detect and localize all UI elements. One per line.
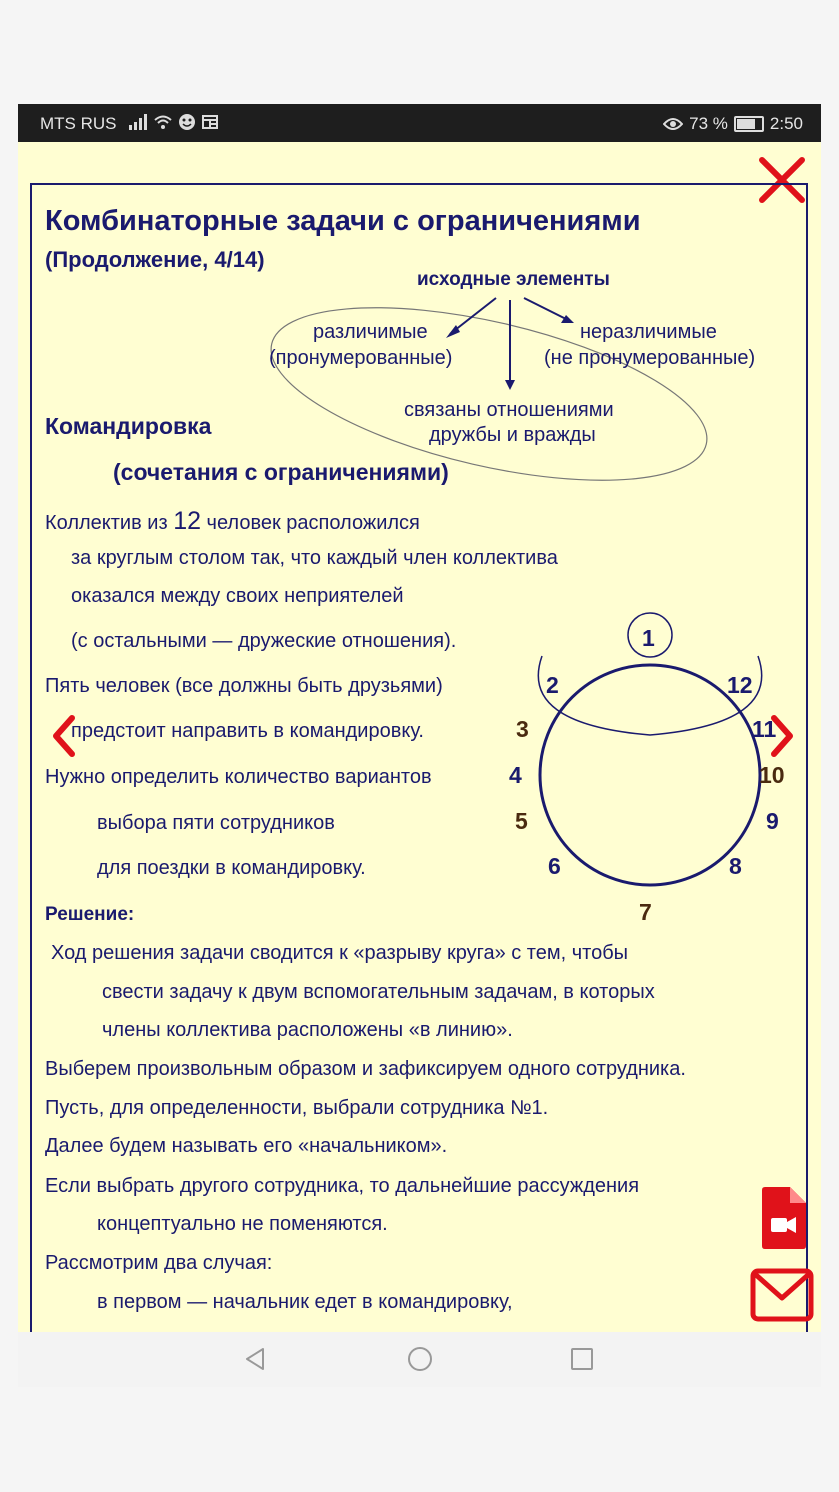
problem-line-3: оказался между своих неприятелей bbox=[71, 585, 404, 607]
solution-line: Если выбрать другого сотрудника, то дальнейшие рассуждения bbox=[45, 1175, 640, 1197]
problem-line-5: Пять человек (все должны быть друзьями) bbox=[45, 675, 443, 697]
problem-subheading: (сочетания с ограничениями) bbox=[113, 459, 449, 485]
problem-line-8: выбора пяти сотрудников bbox=[97, 812, 335, 834]
problem-line-1-num: 12 bbox=[173, 507, 201, 535]
back-triangle-icon[interactable] bbox=[243, 1346, 267, 1372]
seat-4: 4 bbox=[509, 762, 522, 788]
problem-line-1-pre: Коллектив из bbox=[45, 512, 174, 534]
diagram-left-line2: (пронумерованные) bbox=[269, 347, 453, 369]
chevron-left-icon[interactable] bbox=[50, 714, 76, 758]
solution-line: свести задачу к двум вспомогательным задачам, в которых bbox=[102, 981, 655, 1003]
problem-line-2: за круглым столом так, что каждый член коллектива bbox=[71, 547, 558, 569]
seat-3: 3 bbox=[516, 716, 529, 742]
diagram-bottom-line2: дружбы и вражды bbox=[429, 424, 596, 446]
video-file-icon[interactable] bbox=[758, 1186, 808, 1250]
problem-line-7: Нужно определить количество вариантов bbox=[45, 766, 432, 788]
diagram-root-label: исходные элементы bbox=[417, 269, 610, 290]
solution-line: Пусть, для определенности, выбрали сотрудника №1. bbox=[45, 1097, 549, 1119]
recents-square-icon[interactable] bbox=[570, 1346, 594, 1372]
android-nav-bar bbox=[18, 1332, 821, 1387]
seat-1: 1 bbox=[642, 625, 655, 651]
diagram-right-line1: неразличимые bbox=[580, 321, 717, 343]
seat-12: 12 bbox=[727, 672, 753, 698]
problem-line-9: для поездки в командировку. bbox=[97, 857, 366, 879]
slide-title: Комбинаторные задачи с ограничениями bbox=[45, 205, 641, 237]
solution-line: в первом — начальник едет в командировку, bbox=[97, 1291, 513, 1313]
seat-5: 5 bbox=[515, 808, 528, 834]
seat-7: 7 bbox=[639, 899, 652, 925]
seat-6: 6 bbox=[548, 853, 561, 879]
slide-subtitle: (Продолжение, 4/14) bbox=[45, 247, 265, 272]
solution-line: концептуально не поменяются. bbox=[97, 1213, 388, 1235]
battery-percent: 73 % bbox=[689, 114, 728, 133]
round-table-diagram bbox=[18, 104, 821, 1004]
chevron-right-icon[interactable] bbox=[770, 714, 796, 758]
mail-icon[interactable] bbox=[750, 1268, 814, 1322]
diagram-bottom-line1: связаны отношениями bbox=[404, 399, 614, 421]
solution-line: Далее будем называть его «начальником». bbox=[45, 1135, 448, 1157]
seat-9: 9 bbox=[766, 808, 779, 834]
problem-line-6: предстоит направить в командировку. bbox=[71, 720, 424, 742]
problem-heading: Командировка bbox=[45, 413, 212, 439]
problem-line-1-post: человек расположился bbox=[201, 512, 420, 534]
solution-heading: Решение: bbox=[45, 904, 135, 925]
solution-line: члены коллектива расположены «в линию». bbox=[102, 1019, 513, 1041]
home-circle-icon[interactable] bbox=[407, 1346, 433, 1372]
diagram-left-line1: различимые bbox=[313, 321, 428, 343]
clock: 2:50 bbox=[769, 114, 803, 133]
solution-line: Рассмотрим два случая: bbox=[45, 1252, 273, 1274]
seat-11: 11 bbox=[752, 716, 777, 742]
solution-line: Ход решения задачи сводится к «разрыву круга» с тем, чтобы bbox=[51, 942, 629, 964]
problem-line-4: (с остальными — дружеские отношения). bbox=[71, 630, 457, 652]
carrier-name: MTS RUS bbox=[40, 114, 117, 133]
seat-8: 8 bbox=[729, 853, 742, 879]
diagram-right-line2: (не пронумерованные) bbox=[544, 347, 756, 369]
phone-screen bbox=[18, 104, 821, 1387]
solution-line: Выберем произвольным образом и зафиксируем одного сотрудника. bbox=[45, 1058, 686, 1080]
seat-2: 2 bbox=[546, 672, 559, 698]
seat-10: 10 bbox=[759, 762, 785, 788]
